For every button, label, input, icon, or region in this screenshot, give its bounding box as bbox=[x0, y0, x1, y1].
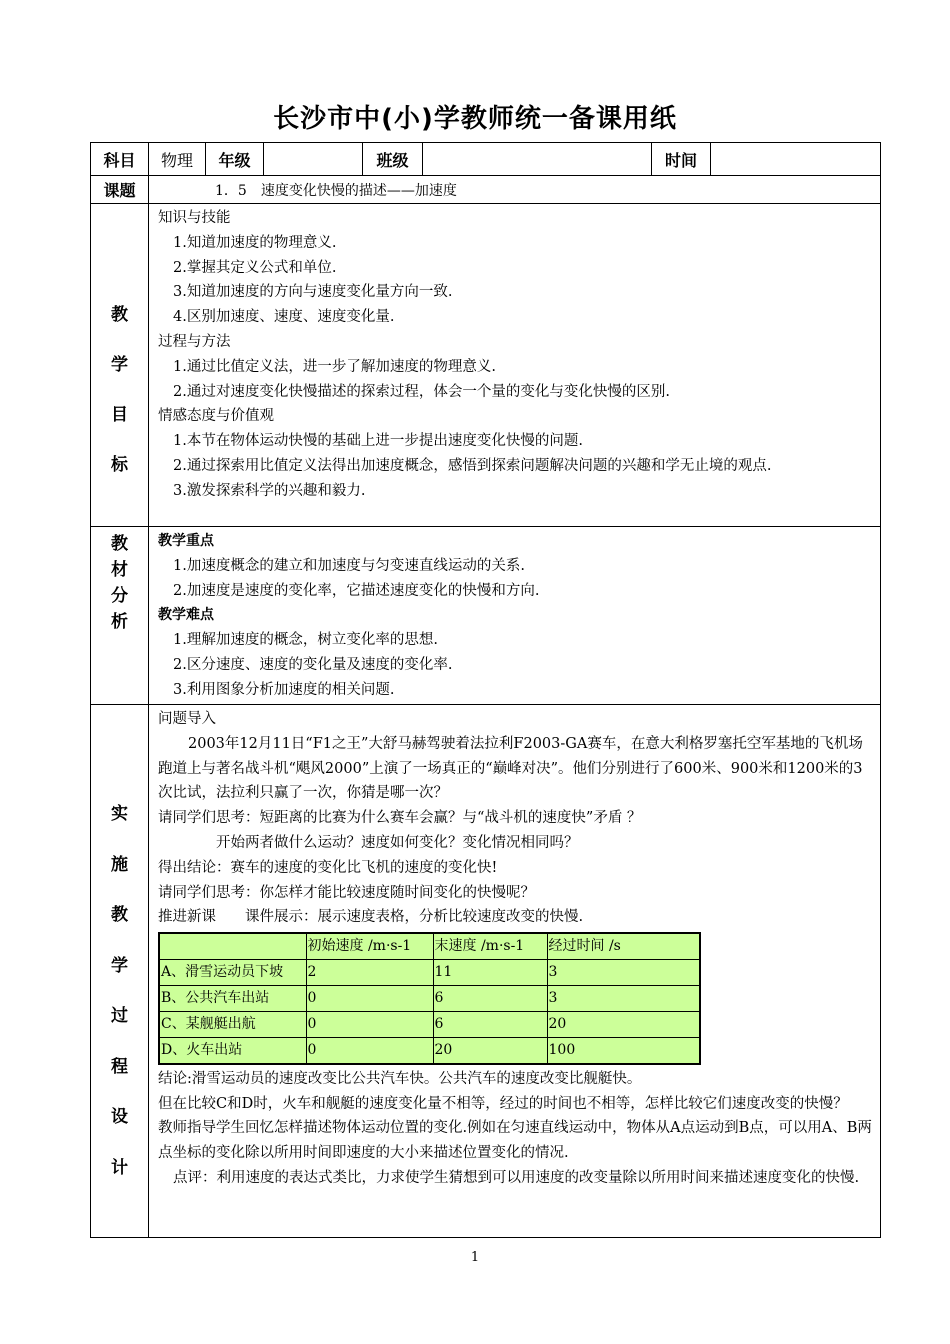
subject-value[interactable]: 物理 bbox=[149, 143, 206, 175]
key-point-item: 2.加速度是速度的变化率，它描述速度变化的快慢和方向. bbox=[173, 582, 540, 599]
table-cell: D、火车出站 bbox=[159, 1037, 306, 1063]
goals-heading: 过程与方法 bbox=[158, 333, 231, 350]
goals-item: 2.掌握其定义公式和单位. bbox=[173, 259, 337, 276]
table-cell: A、滑雪运动员下坡 bbox=[159, 959, 306, 985]
table-header-row bbox=[159, 933, 700, 959]
header-row bbox=[91, 143, 880, 176]
goals-label-char: 目 bbox=[111, 405, 128, 425]
time-value[interactable] bbox=[711, 143, 880, 175]
table-cell: 6 bbox=[433, 985, 547, 1011]
topic-label: 课题 bbox=[91, 176, 149, 203]
process-label-char: 计 bbox=[111, 1157, 128, 1178]
process-body bbox=[149, 705, 880, 1237]
table-header-cell: 经过时间 /s bbox=[547, 933, 700, 959]
goals-label bbox=[91, 204, 149, 526]
intro-heading: 问题导入 bbox=[158, 711, 216, 727]
topic-row bbox=[91, 176, 880, 204]
time-label: 时间 bbox=[652, 143, 711, 175]
goals-item: 1.本节在物体运动快慢的基础上进一步提出速度变化快慢的问题. bbox=[173, 433, 583, 450]
table-cell: 0 bbox=[306, 1011, 433, 1037]
topic-value[interactable]: 1．5 速度变化快慢的描述——加速度 bbox=[215, 182, 457, 199]
key-point-item: 1.加速度概念的建立和加速度与匀变速直线运动的关系. bbox=[173, 557, 525, 574]
subject-label: 科目 bbox=[91, 143, 149, 175]
table-cell: 100 bbox=[547, 1037, 700, 1063]
class-label: 班级 bbox=[363, 143, 423, 175]
process-label-char: 实 bbox=[111, 804, 128, 824]
analysis-label-char: 教 bbox=[111, 534, 128, 554]
analysis-label-char: 析 bbox=[111, 612, 128, 632]
table-cell: 0 bbox=[306, 985, 433, 1011]
speed-table bbox=[158, 932, 701, 1065]
goals-heading: 情感态度与价值观 bbox=[158, 408, 274, 425]
table-cell: B、公共汽车出站 bbox=[159, 985, 306, 1011]
question-text: 请同学们思考：你怎样才能比较速度随时间变化的快慢呢？ bbox=[158, 884, 535, 901]
process-label bbox=[91, 705, 149, 1237]
table-cell: 11 bbox=[433, 959, 547, 985]
analysis-label-char: 分 bbox=[111, 586, 128, 606]
goals-item: 1.知道加速度的物理意义. bbox=[173, 234, 337, 251]
difficult-points-heading: 教学难点 bbox=[158, 607, 214, 624]
difficult-point-item: 3.利用图象分析加速度的相关问题. bbox=[173, 681, 395, 698]
page-number: 1 bbox=[470, 1250, 480, 1265]
goals-item: 4.区别加速度、速度、速度变化量. bbox=[173, 309, 395, 326]
table-cell: 6 bbox=[433, 1011, 547, 1037]
analysis-section bbox=[91, 527, 880, 705]
table-cell: 20 bbox=[433, 1037, 547, 1063]
analysis-body bbox=[149, 527, 880, 704]
table-cell: C、某舰艇出航 bbox=[159, 1011, 306, 1037]
goals-section bbox=[91, 204, 880, 527]
question-text: 请同学们思考：短距离的比赛为什么赛车会赢？与“战斗机的速度快”矛盾 ？ bbox=[158, 810, 642, 827]
goals-item: 2.通过对速度变化快慢描述的探索过程，体会一个量的变化与变化快慢的区别. bbox=[173, 383, 670, 400]
process-label-char: 程 bbox=[111, 1056, 128, 1077]
intro-paragraph: 2003年12月11日“F1之王”大舒马赫驾驶着法拉利F2003-GA赛车，在意大利格罗塞托空军基地的飞机场跑道上与著名战斗机“飓风2000”上演了一场真正的“巅峰对决”。他们分别进行了600米、900米和1200米的3次比试，法拉利只赢了一次，你猜是哪一次？ bbox=[158, 735, 863, 802]
table-cell: 0 bbox=[306, 1037, 433, 1063]
table-cell: 2 bbox=[306, 959, 433, 985]
goals-label-char: 标 bbox=[111, 455, 128, 475]
table-row bbox=[159, 959, 700, 985]
lesson-plan-table bbox=[90, 142, 881, 1238]
table-cell: 20 bbox=[547, 1011, 700, 1037]
process-label-char: 过 bbox=[111, 1006, 128, 1026]
table-row bbox=[159, 985, 700, 1011]
process-section bbox=[91, 705, 880, 1237]
analysis-label-char: 材 bbox=[111, 560, 128, 580]
goals-item: 3.激发探索科学的兴趣和毅力. bbox=[173, 482, 366, 499]
analysis-label bbox=[91, 527, 149, 704]
comment-paragraph: 点评：利用速度的表达式类比，力求使学生猜想到可以用速度的改变量除以所用时间来描述速度变化的快慢. bbox=[173, 1169, 860, 1186]
grade-value[interactable] bbox=[264, 143, 363, 175]
conclusion-text: 得出结论：赛车的速度的变化比飞机的速度的变化快! bbox=[158, 859, 498, 876]
goals-item: 3.知道加速度的方向与速度变化量方向一致. bbox=[173, 284, 453, 301]
table-header-cell: 初始速度 /m·s-1 bbox=[306, 933, 433, 959]
goals-item: 2.通过探索用比值定义法得出加速度概念，感悟到探索问题解决问题的兴趣和学无止境的观点. bbox=[173, 457, 772, 474]
difficult-point-item: 2.区分速度、速度的变化量及速度的变化率. bbox=[173, 656, 453, 673]
process-label-char: 学 bbox=[111, 955, 128, 976]
table-row bbox=[159, 1037, 700, 1063]
goals-label-char: 教 bbox=[111, 305, 128, 325]
paragraph: 但在比较C和D时，火车和舰艇的速度变化量不相等，经过的时间也不相等，怎样比较它们速度改变的快慢？ bbox=[158, 1095, 848, 1112]
new-lesson-text: 推进新课 课件展示：展示速度表格，分析比较速度改变的快慢. bbox=[158, 909, 584, 926]
key-points-heading: 教学重点 bbox=[158, 533, 214, 549]
difficult-point-item: 1.理解加速度的概念，树立变化率的思想. bbox=[173, 632, 438, 649]
grade-label: 年级 bbox=[206, 143, 264, 175]
goals-item: 1.通过比值定义法，进一步了解加速度的物理意义. bbox=[173, 358, 496, 375]
table-header-cell bbox=[159, 933, 306, 959]
goals-body bbox=[149, 204, 880, 526]
conclusion-text: 结论:滑雪运动员的速度改变比公共汽车快。公共汽车的速度改变比舰艇快。 bbox=[158, 1070, 642, 1087]
paragraph: 教师指导学生回忆怎样描述物体运动位置的变化.例如在匀速直线运动中，物体从A点运动到B点，可以用A、B两点坐标的变化除以所用时间即速度的大小来描述位置变化的情况. bbox=[158, 1120, 872, 1162]
goals-label-char: 学 bbox=[111, 355, 128, 375]
table-row bbox=[159, 1011, 700, 1037]
process-label-char: 施 bbox=[111, 854, 128, 875]
process-label-char: 教 bbox=[111, 905, 128, 925]
table-cell: 3 bbox=[547, 985, 700, 1011]
table-header-cell: 末速度 /m·s-1 bbox=[433, 933, 547, 959]
page-title: 长沙市中(小)学教师统一备课用纸 bbox=[273, 104, 677, 134]
class-value[interactable] bbox=[423, 143, 652, 175]
goals-heading: 知识与技能 bbox=[158, 210, 231, 226]
process-label-char: 设 bbox=[111, 1107, 128, 1127]
table-cell: 3 bbox=[547, 959, 700, 985]
question-text: 开始两者做什么运动？速度如何变化？变化情况相同吗？ bbox=[216, 834, 579, 851]
